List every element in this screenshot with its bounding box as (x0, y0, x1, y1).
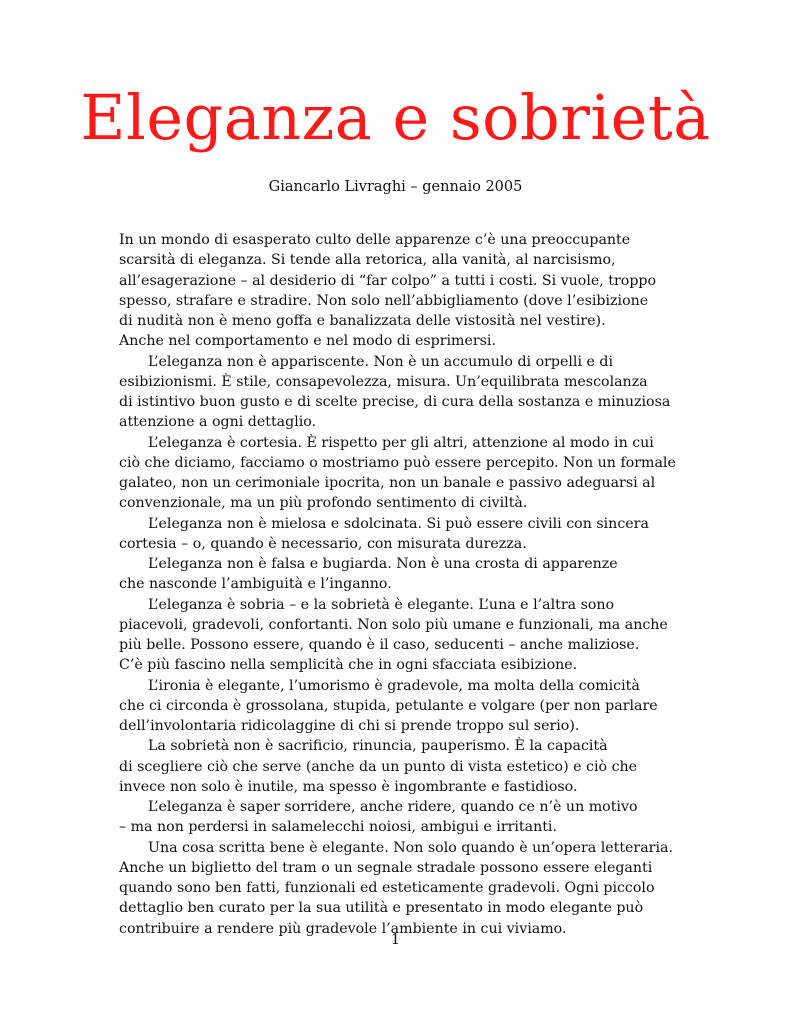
paragraph-first-line: L’eleganza non è appariscente. Non è un accumulo di orpelli e di (148, 353, 614, 370)
text-line: scarsità di eleganza. Si tende alla retorica, alla vanità, al narcisismo, (119, 252, 616, 269)
paragraph-first-line: L’eleganza è sobria – e la sobrietà è elegante. L’una e l’altra sono (148, 596, 615, 613)
text-line: – ma non perdersi in salamelecchi noiosi, ambigui e irritanti. (119, 819, 557, 836)
text-line: di nudità non è meno goffa e banalizzata delle vistosità nel vestire). (119, 313, 606, 329)
text-line: Anche un biglietto del tram o un segnale stradale possono essere eleganti (119, 859, 653, 876)
document-title: Eleganza e sobrietà (80, 81, 711, 154)
text-line: spesso, strafare e stradire. Non solo nell’abbigliamento (dove l’esibizione (119, 292, 649, 309)
text-line: convenzionale, ma un più profondo sentimento di civiltà. (119, 495, 528, 512)
essay-body (119, 230, 689, 939)
text-line: In un mondo di esasperato culto delle apparenze c’è una preoccupante (119, 232, 631, 248)
text-line: esibizionismi. È stile, consapevolezza, misura. Un’equilibrata mescolanza (119, 373, 648, 390)
paragraph-first-line: L’eleganza non è falsa e bugiarda. Non è una crosta di apparenze (148, 556, 618, 572)
text-line: attenzione a ogni dettaglio. (119, 414, 317, 431)
text-line: che ci circonda è grossolana, stupida, petulante e volgare (per non parlare (119, 697, 658, 714)
text-line: di istintivo buon gusto e di scelte precise, di cura della sostanza e minuziosa (119, 394, 671, 410)
paragraph-first-line: L’eleganza è cortesia. È rispetto per gli altri, attenzione al modo in cui (148, 434, 654, 451)
text-line: cortesia – o, quando è necessario, con misurata durezza. (119, 535, 527, 552)
paragraph-first-line: L’eleganza non è mielosa e sdolcinata. Si può essere civili con sincera (148, 515, 649, 532)
text-line: quando sono ben fatti, funzionali ed esteticamente gradevoli. Ogni piccolo (119, 880, 655, 896)
text-line: di scegliere ciò che serve (anche da un punto di vista estetico) e ciò che (119, 758, 638, 775)
text-line: dettaglio ben curato per la sua utilità e presentato in modo elegante può (119, 900, 644, 917)
text-line: C’è più fascino nella semplicità che in ogni sfacciata esibizione. (119, 657, 578, 674)
text-line: più belle. Possono essere, quando è il caso, seducenti – anche maliziose. (119, 637, 640, 653)
text-line: Anche nel comportamento e nel modo di esprimersi. (119, 333, 496, 350)
text-line: dell’involontaria ridicolaggine di chi si prende troppo sul serio). (119, 718, 580, 734)
text-line: invece non solo è inutile, ma spesso è ingombrante e fastidioso. (119, 778, 578, 795)
text-line: all’esagerazione – al desiderio di “far colpo” a tutti i costi. Si vuole, troppo (119, 272, 657, 289)
text-line: contribuire a rendere più gradevole l’ambiente in cui viviamo. (119, 920, 567, 937)
text-line: piacevoli, gradevoli, confortanti. Non solo più umane e funzionali, ma anche (119, 616, 668, 633)
paragraph-first-line: Una cosa scritta bene è elegante. Non solo quando è un’opera letteraria. (148, 839, 673, 856)
text-line: galateo, non un cerimoniale ipocrita, non un banale e passivo adeguarsi al (119, 475, 656, 491)
author-date-byline: Giancarlo Livraghi – gennaio 2005 (268, 179, 523, 195)
page-number: 1 (390, 932, 401, 948)
paragraph-first-line: L’ironia è elegante, l’umorismo è gradevole, ma molta della comicità (148, 677, 640, 694)
paragraph-first-line: La sobrietà non è sacrificio, rinuncia, pauperismo. È la capacità (148, 738, 608, 755)
text-line: che nasconde l’ambiguità e l’inganno. (119, 576, 392, 593)
paragraph-first-line: L’eleganza è saper sorridere, anche ridere, quando ce n’è un motivo (148, 799, 638, 815)
text-line: ciò che diciamo, facciamo o mostriamo può essere percepito. Non un formale (119, 454, 676, 471)
